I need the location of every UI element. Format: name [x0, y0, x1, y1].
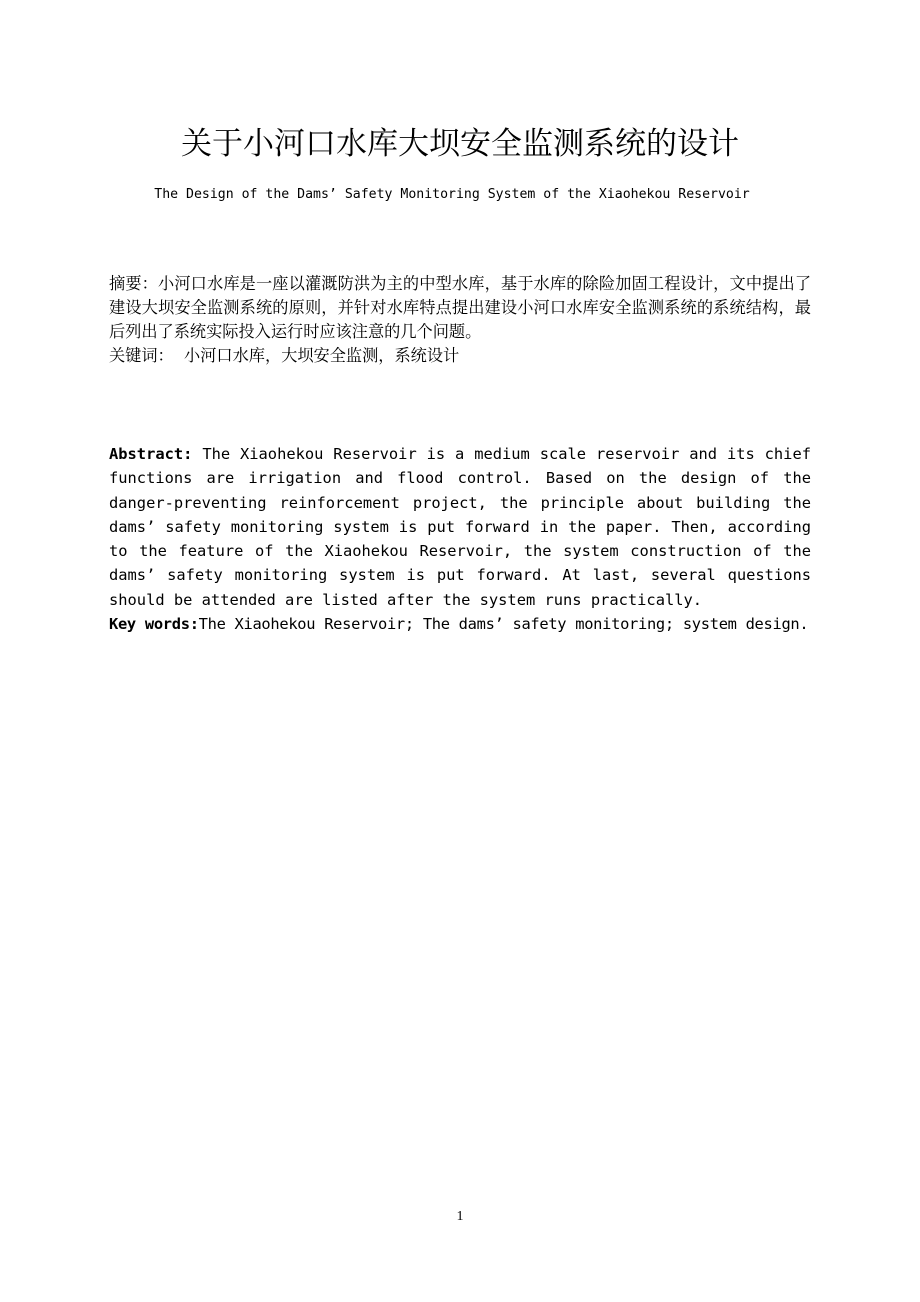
chinese-keywords-text: 小河口水库，大坝安全监测，系统设计: [184, 346, 460, 365]
english-title: The Design of the Dams’ Safety Monitoring System of the Xiaohekou Reservoir: [154, 187, 750, 202]
chinese-abstract: [109, 272, 811, 344]
english-abstract: [109, 442, 811, 612]
chinese-keywords: [109, 344, 811, 368]
chinese-abstract-label: 摘要：: [109, 274, 158, 293]
english-abstract-text: The Xiaohekou Reservoir is a medium scale reservoir and its chief functions are irrigation and flood control. Based on the design of the danger-preventing reinforcement project, the principle about building the dams’ safety monitoring system is put forward in the paper. Then, according to the feature of the Xiaohekou Reservoir, the system construction of the dams’ safety monitoring system is put forward. At last, several questions should be attended are listed after the system runs practically.: [109, 445, 811, 609]
chinese-abstract-text: 小河口水库是一座以灌溉防洪为主的中型水库，基于水库的除险加固工程设计，文中提出了建设大坝安全监测系统的原则，并针对水库特点提出建设小河口水库安全监测系统的系统结构，最后列出了系统实际投入运行时应该注意的几个问题。: [109, 274, 812, 341]
chinese-title: 关于小河口水库大坝安全监测系统的设计: [181, 126, 739, 162]
english-keywords: [109, 612, 811, 636]
english-keywords-text: The Xiaohekou Reservoir; The dams’ safety monitoring; system design.: [198, 615, 809, 634]
chinese-abstract-section: [109, 272, 811, 368]
english-keywords-label: Key words:: [109, 615, 199, 634]
chinese-keywords-label: 关键词：: [109, 346, 174, 365]
english-abstract-label: Abstract:: [109, 445, 193, 463]
english-abstract-section: [109, 442, 811, 636]
page-number: 1: [456, 1209, 464, 1224]
